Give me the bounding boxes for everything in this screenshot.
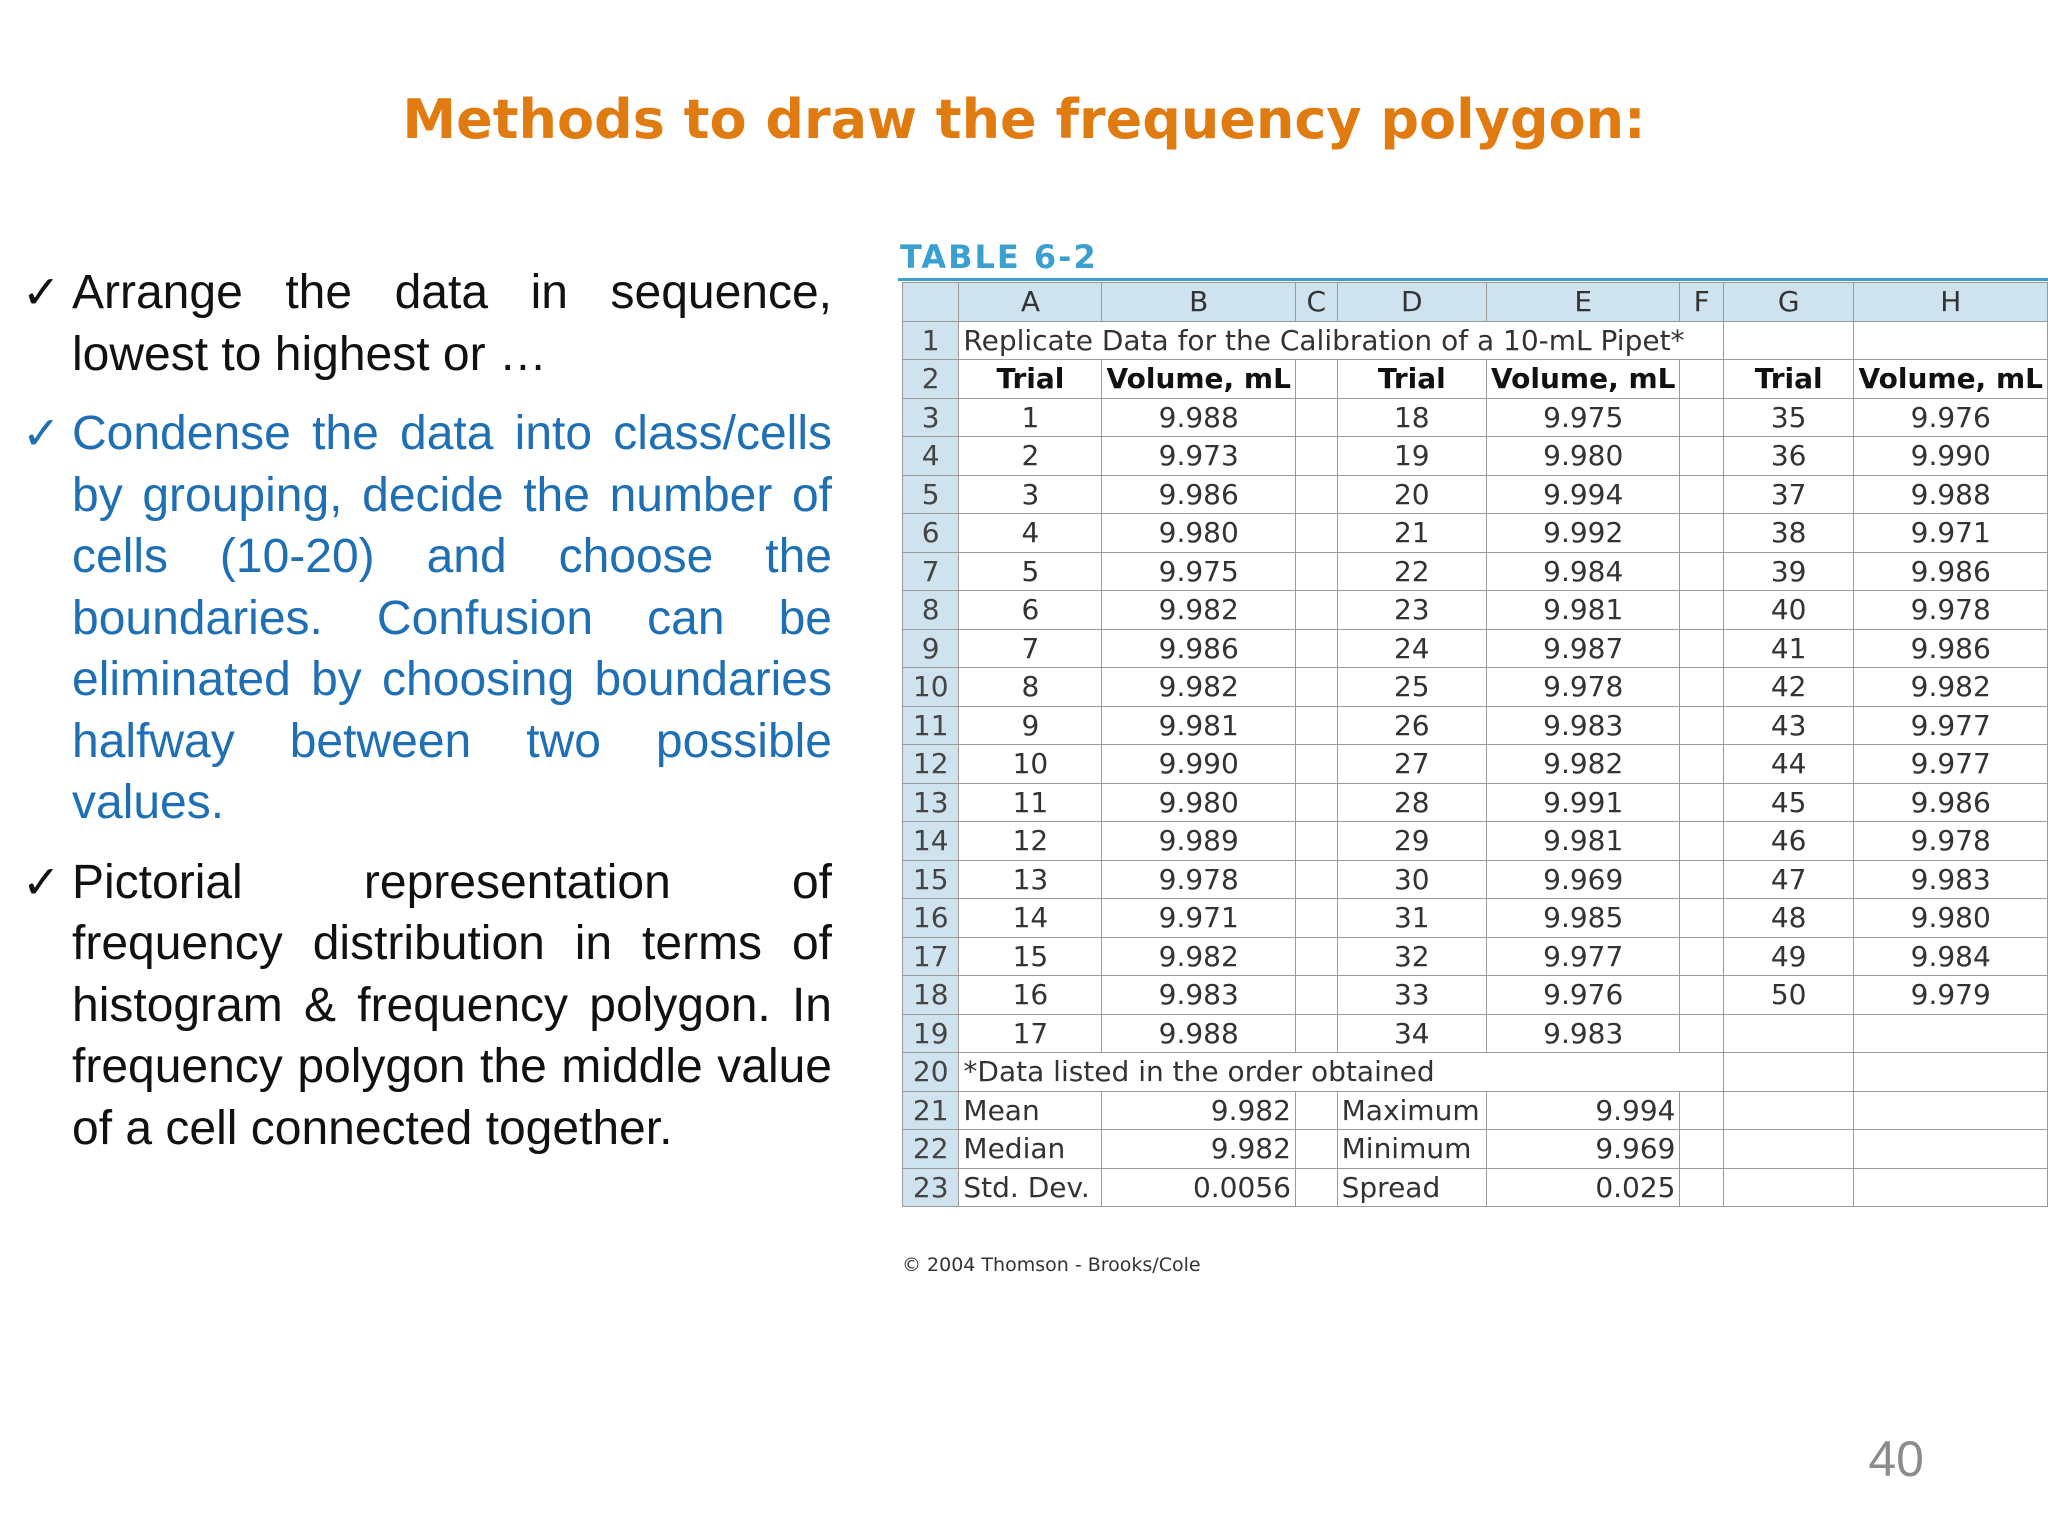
- table-row: [903, 822, 2048, 861]
- bullet-item: [22, 852, 832, 1160]
- row-number: 17: [903, 937, 959, 976]
- volume-cell: 9.982: [1854, 668, 2048, 707]
- empty-cell: [1295, 552, 1337, 591]
- stat-label: Mean: [959, 1091, 1102, 1130]
- stat-label: Maximum: [1337, 1091, 1486, 1130]
- empty-cell: [1295, 1130, 1337, 1169]
- trial-header: Trial: [1723, 360, 1854, 399]
- column-header-row: [903, 283, 2048, 322]
- trial-cell: 6: [959, 591, 1102, 630]
- volume-cell: 9.984: [1487, 552, 1680, 591]
- column-letter: C: [1295, 283, 1337, 322]
- stat-label: Spread: [1337, 1168, 1486, 1207]
- volume-cell: 9.975: [1487, 398, 1680, 437]
- trial-cell: 23: [1337, 591, 1486, 630]
- trial-cell: 26: [1337, 706, 1486, 745]
- table-row: [903, 591, 2048, 630]
- check-icon: ✓: [22, 855, 61, 908]
- row-number: 3: [903, 398, 959, 437]
- empty-cell: [1680, 1014, 1723, 1053]
- row-number: 8: [903, 591, 959, 630]
- volume-cell: [1854, 1014, 2048, 1053]
- sheet-title-row: [903, 321, 2048, 360]
- page-number: 40: [1868, 1431, 1924, 1487]
- volume-cell: 9.973: [1102, 437, 1295, 476]
- trial-cell: 35: [1723, 398, 1854, 437]
- row-number: 11: [903, 706, 959, 745]
- trial-cell: 16: [959, 976, 1102, 1015]
- stats-row: [903, 1130, 2048, 1169]
- footnote-cell: *Data listed in the order obtained: [959, 1053, 1723, 1092]
- empty-cell: [1295, 822, 1337, 861]
- empty-cell: [1680, 976, 1723, 1015]
- empty-cell: [1295, 1091, 1337, 1130]
- empty-cell: [1680, 1168, 1723, 1207]
- table-row: [903, 668, 2048, 707]
- volume-cell: 9.991: [1487, 783, 1680, 822]
- stats-row: [903, 1091, 2048, 1130]
- volume-cell: 9.984: [1854, 937, 2048, 976]
- volume-cell: 9.971: [1854, 514, 2048, 553]
- trial-cell: 18: [1337, 398, 1486, 437]
- trial-cell: 8: [959, 668, 1102, 707]
- empty-cell: [1295, 360, 1337, 399]
- empty-cell: [1854, 1053, 2048, 1092]
- empty-cell: [1680, 398, 1723, 437]
- empty-cell: [1723, 1053, 1854, 1092]
- bullet-text: Arrange the data in sequence, lowest to highest or …: [72, 266, 832, 381]
- trial-cell: 38: [1723, 514, 1854, 553]
- caption-rule: [898, 278, 2048, 281]
- trial-cell: 44: [1723, 745, 1854, 784]
- stat-value: 9.982: [1102, 1130, 1295, 1169]
- stat-value: 0.025: [1487, 1168, 1680, 1207]
- stat-value: 9.969: [1487, 1130, 1680, 1169]
- empty-cell: [1723, 321, 1854, 360]
- volume-cell: 9.983: [1854, 860, 2048, 899]
- volume-cell: 9.978: [1854, 591, 2048, 630]
- trial-cell: 15: [959, 937, 1102, 976]
- trial-cell: 9: [959, 706, 1102, 745]
- volume-cell: 9.981: [1487, 822, 1680, 861]
- table-row: [903, 1014, 2048, 1053]
- volume-cell: 9.988: [1854, 475, 2048, 514]
- empty-cell: [1295, 1014, 1337, 1053]
- volume-cell: 9.978: [1487, 668, 1680, 707]
- trial-cell: 40: [1723, 591, 1854, 630]
- trial-header: Trial: [959, 360, 1102, 399]
- column-letter: A: [959, 283, 1102, 322]
- volume-cell: 9.975: [1102, 552, 1295, 591]
- trial-cell: 22: [1337, 552, 1486, 591]
- volume-cell: 9.986: [1102, 629, 1295, 668]
- volume-cell: 9.988: [1102, 398, 1295, 437]
- trial-cell: 34: [1337, 1014, 1486, 1053]
- volume-cell: 9.977: [1854, 706, 2048, 745]
- table-row: [903, 475, 2048, 514]
- volume-cell: 9.986: [1854, 552, 2048, 591]
- table-caption: TABLE 6-2: [900, 238, 1098, 276]
- trial-cell: 49: [1723, 937, 1854, 976]
- empty-cell: [1680, 629, 1723, 668]
- volume-cell: 9.978: [1102, 860, 1295, 899]
- empty-cell: [1680, 899, 1723, 938]
- table-row: [903, 629, 2048, 668]
- row-number: 13: [903, 783, 959, 822]
- volume-cell: 9.980: [1487, 437, 1680, 476]
- trial-cell: [1723, 1014, 1854, 1053]
- trial-cell: 27: [1337, 745, 1486, 784]
- volume-header: Volume, mL: [1487, 360, 1680, 399]
- trial-cell: 41: [1723, 629, 1854, 668]
- volume-cell: 9.976: [1854, 398, 2048, 437]
- volume-cell: 9.981: [1487, 591, 1680, 630]
- trial-cell: 14: [959, 899, 1102, 938]
- table-row: [903, 745, 2048, 784]
- row-number: 4: [903, 437, 959, 476]
- trial-cell: 25: [1337, 668, 1486, 707]
- trial-cell: 30: [1337, 860, 1486, 899]
- row-number: 12: [903, 745, 959, 784]
- table-figure: [898, 238, 2048, 1278]
- volume-cell: 9.994: [1487, 475, 1680, 514]
- row-number: 5: [903, 475, 959, 514]
- row-number: 2: [903, 360, 959, 399]
- trial-cell: 39: [1723, 552, 1854, 591]
- trial-cell: 5: [959, 552, 1102, 591]
- bullet-item: [22, 262, 832, 385]
- empty-cell: [1295, 591, 1337, 630]
- trial-cell: 48: [1723, 899, 1854, 938]
- column-label-row: [903, 360, 2048, 399]
- row-number: 6: [903, 514, 959, 553]
- empty-cell: [1295, 706, 1337, 745]
- volume-cell: 9.985: [1487, 899, 1680, 938]
- volume-cell: 9.989: [1102, 822, 1295, 861]
- volume-cell: 9.986: [1102, 475, 1295, 514]
- empty-cell: [1295, 437, 1337, 476]
- bullet-text: Pictorial representation of frequency distribution in terms of histogram & frequency polygon. In frequency polygon the middle value of a cell connected together.: [72, 855, 832, 1155]
- row-number: 16: [903, 899, 959, 938]
- volume-cell: 9.986: [1854, 783, 2048, 822]
- trial-cell: 37: [1723, 475, 1854, 514]
- bullet-text: Condense the data into class/cells by grouping, decide the number of cells (10-20) and choose the boundaries. Confusion can be eliminated by choosing boundaries halfway between two possible values.: [72, 407, 832, 829]
- row-number: 19: [903, 1014, 959, 1053]
- trial-cell: 17: [959, 1014, 1102, 1053]
- trial-cell: 47: [1723, 860, 1854, 899]
- bullet-list: [22, 262, 832, 1177]
- empty-cell: [1295, 745, 1337, 784]
- trial-cell: 50: [1723, 976, 1854, 1015]
- table-row: [903, 899, 2048, 938]
- row-number: 21: [903, 1091, 959, 1130]
- empty-cell: [1295, 475, 1337, 514]
- trial-header: Trial: [1337, 360, 1486, 399]
- volume-cell: 9.976: [1487, 976, 1680, 1015]
- row-number: 9: [903, 629, 959, 668]
- volume-cell: 9.982: [1487, 745, 1680, 784]
- row-number: 18: [903, 976, 959, 1015]
- row-number: 14: [903, 822, 959, 861]
- trial-cell: 36: [1723, 437, 1854, 476]
- row-number: 15: [903, 860, 959, 899]
- trial-cell: 19: [1337, 437, 1486, 476]
- empty-cell: [1723, 1168, 1854, 1207]
- trial-cell: 2: [959, 437, 1102, 476]
- volume-cell: 9.980: [1102, 783, 1295, 822]
- trial-cell: 46: [1723, 822, 1854, 861]
- trial-cell: 31: [1337, 899, 1486, 938]
- empty-cell: [1680, 437, 1723, 476]
- table-row: [903, 706, 2048, 745]
- empty-cell: [1854, 321, 2048, 360]
- row-number: 1: [903, 321, 959, 360]
- empty-cell: [1854, 1130, 2048, 1169]
- trial-cell: 45: [1723, 783, 1854, 822]
- stat-label: Median: [959, 1130, 1102, 1169]
- column-letter: E: [1487, 283, 1680, 322]
- empty-cell: [1295, 937, 1337, 976]
- empty-cell: [1680, 360, 1723, 399]
- trial-cell: 28: [1337, 783, 1486, 822]
- empty-cell: [1295, 783, 1337, 822]
- bullet-item: [22, 403, 832, 834]
- footnote-row: [903, 1053, 2048, 1092]
- trial-cell: 7: [959, 629, 1102, 668]
- empty-cell: [1723, 1130, 1854, 1169]
- empty-cell: [1680, 1130, 1723, 1169]
- corner-cell: [903, 283, 959, 322]
- row-number: 7: [903, 552, 959, 591]
- trial-cell: 12: [959, 822, 1102, 861]
- slide-title: Methods to draw the frequency polygon:: [402, 88, 1646, 151]
- table-row: [903, 860, 2048, 899]
- empty-cell: [1295, 629, 1337, 668]
- stat-value: 0.0056: [1102, 1168, 1295, 1207]
- empty-cell: [1723, 1091, 1854, 1130]
- empty-cell: [1680, 783, 1723, 822]
- volume-header: Volume, mL: [1102, 360, 1295, 399]
- trial-cell: 3: [959, 475, 1102, 514]
- table-row: [903, 398, 2048, 437]
- volume-header: Volume, mL: [1854, 360, 2048, 399]
- empty-cell: [1680, 475, 1723, 514]
- empty-cell: [1854, 1091, 2048, 1130]
- column-letter: B: [1102, 283, 1295, 322]
- table-row: [903, 514, 2048, 553]
- row-number: 20: [903, 1053, 959, 1092]
- trial-cell: 32: [1337, 937, 1486, 976]
- empty-cell: [1680, 706, 1723, 745]
- empty-cell: [1680, 514, 1723, 553]
- empty-cell: [1295, 899, 1337, 938]
- trial-cell: 4: [959, 514, 1102, 553]
- volume-cell: 9.990: [1102, 745, 1295, 784]
- stat-label: Std. Dev.: [959, 1168, 1102, 1207]
- column-letter: G: [1723, 283, 1854, 322]
- volume-cell: 9.983: [1487, 706, 1680, 745]
- volume-cell: 9.988: [1102, 1014, 1295, 1053]
- empty-cell: [1295, 860, 1337, 899]
- copyright-note: © 2004 Thomson - Brooks/Cole: [902, 1254, 1201, 1276]
- trial-cell: 1: [959, 398, 1102, 437]
- stats-row: [903, 1168, 2048, 1207]
- empty-cell: [1680, 591, 1723, 630]
- volume-cell: 9.979: [1854, 976, 2048, 1015]
- trial-cell: 42: [1723, 668, 1854, 707]
- trial-cell: 21: [1337, 514, 1486, 553]
- row-number: 22: [903, 1130, 959, 1169]
- stat-value: 9.994: [1487, 1091, 1680, 1130]
- empty-cell: [1854, 1168, 2048, 1207]
- volume-cell: 9.986: [1854, 629, 2048, 668]
- volume-cell: 9.983: [1487, 1014, 1680, 1053]
- empty-cell: [1680, 668, 1723, 707]
- volume-cell: 9.980: [1854, 899, 2048, 938]
- empty-cell: [1680, 860, 1723, 899]
- trial-cell: 24: [1337, 629, 1486, 668]
- empty-cell: [1680, 822, 1723, 861]
- stat-value: 9.982: [1102, 1091, 1295, 1130]
- sheet-title-cell: Replicate Data for the Calibration of a 10-mL Pipet*: [959, 321, 1723, 360]
- volume-cell: 9.981: [1102, 706, 1295, 745]
- row-number: 23: [903, 1168, 959, 1207]
- trial-cell: 20: [1337, 475, 1486, 514]
- table-row: [903, 437, 2048, 476]
- table-row: [903, 783, 2048, 822]
- column-letter: H: [1854, 283, 2048, 322]
- trial-cell: 10: [959, 745, 1102, 784]
- empty-cell: [1295, 398, 1337, 437]
- empty-cell: [1295, 976, 1337, 1015]
- spreadsheet-table: [902, 282, 2048, 1207]
- stat-label: Minimum: [1337, 1130, 1486, 1169]
- volume-cell: 9.971: [1102, 899, 1295, 938]
- volume-cell: 9.978: [1854, 822, 2048, 861]
- volume-cell: 9.980: [1102, 514, 1295, 553]
- volume-cell: 9.977: [1487, 937, 1680, 976]
- check-icon: ✓: [22, 266, 61, 318]
- table-row: [903, 552, 2048, 591]
- empty-cell: [1680, 552, 1723, 591]
- volume-cell: 9.992: [1487, 514, 1680, 553]
- volume-cell: 9.983: [1102, 976, 1295, 1015]
- empty-cell: [1295, 1168, 1337, 1207]
- trial-cell: 13: [959, 860, 1102, 899]
- trial-cell: 11: [959, 783, 1102, 822]
- trial-cell: 43: [1723, 706, 1854, 745]
- volume-cell: 9.982: [1102, 591, 1295, 630]
- row-number: 10: [903, 668, 959, 707]
- trial-cell: 29: [1337, 822, 1486, 861]
- check-icon: ✓: [22, 407, 61, 459]
- volume-cell: 9.982: [1102, 937, 1295, 976]
- empty-cell: [1680, 745, 1723, 784]
- column-letter: D: [1337, 283, 1486, 322]
- empty-cell: [1295, 668, 1337, 707]
- volume-cell: 9.982: [1102, 668, 1295, 707]
- empty-cell: [1680, 1091, 1723, 1130]
- volume-cell: 9.977: [1854, 745, 2048, 784]
- volume-cell: 9.969: [1487, 860, 1680, 899]
- column-letter: F: [1680, 283, 1723, 322]
- trial-cell: 33: [1337, 976, 1486, 1015]
- table-row: [903, 976, 2048, 1015]
- empty-cell: [1295, 514, 1337, 553]
- volume-cell: 9.990: [1854, 437, 2048, 476]
- table-row: [903, 937, 2048, 976]
- volume-cell: 9.987: [1487, 629, 1680, 668]
- empty-cell: [1680, 937, 1723, 976]
